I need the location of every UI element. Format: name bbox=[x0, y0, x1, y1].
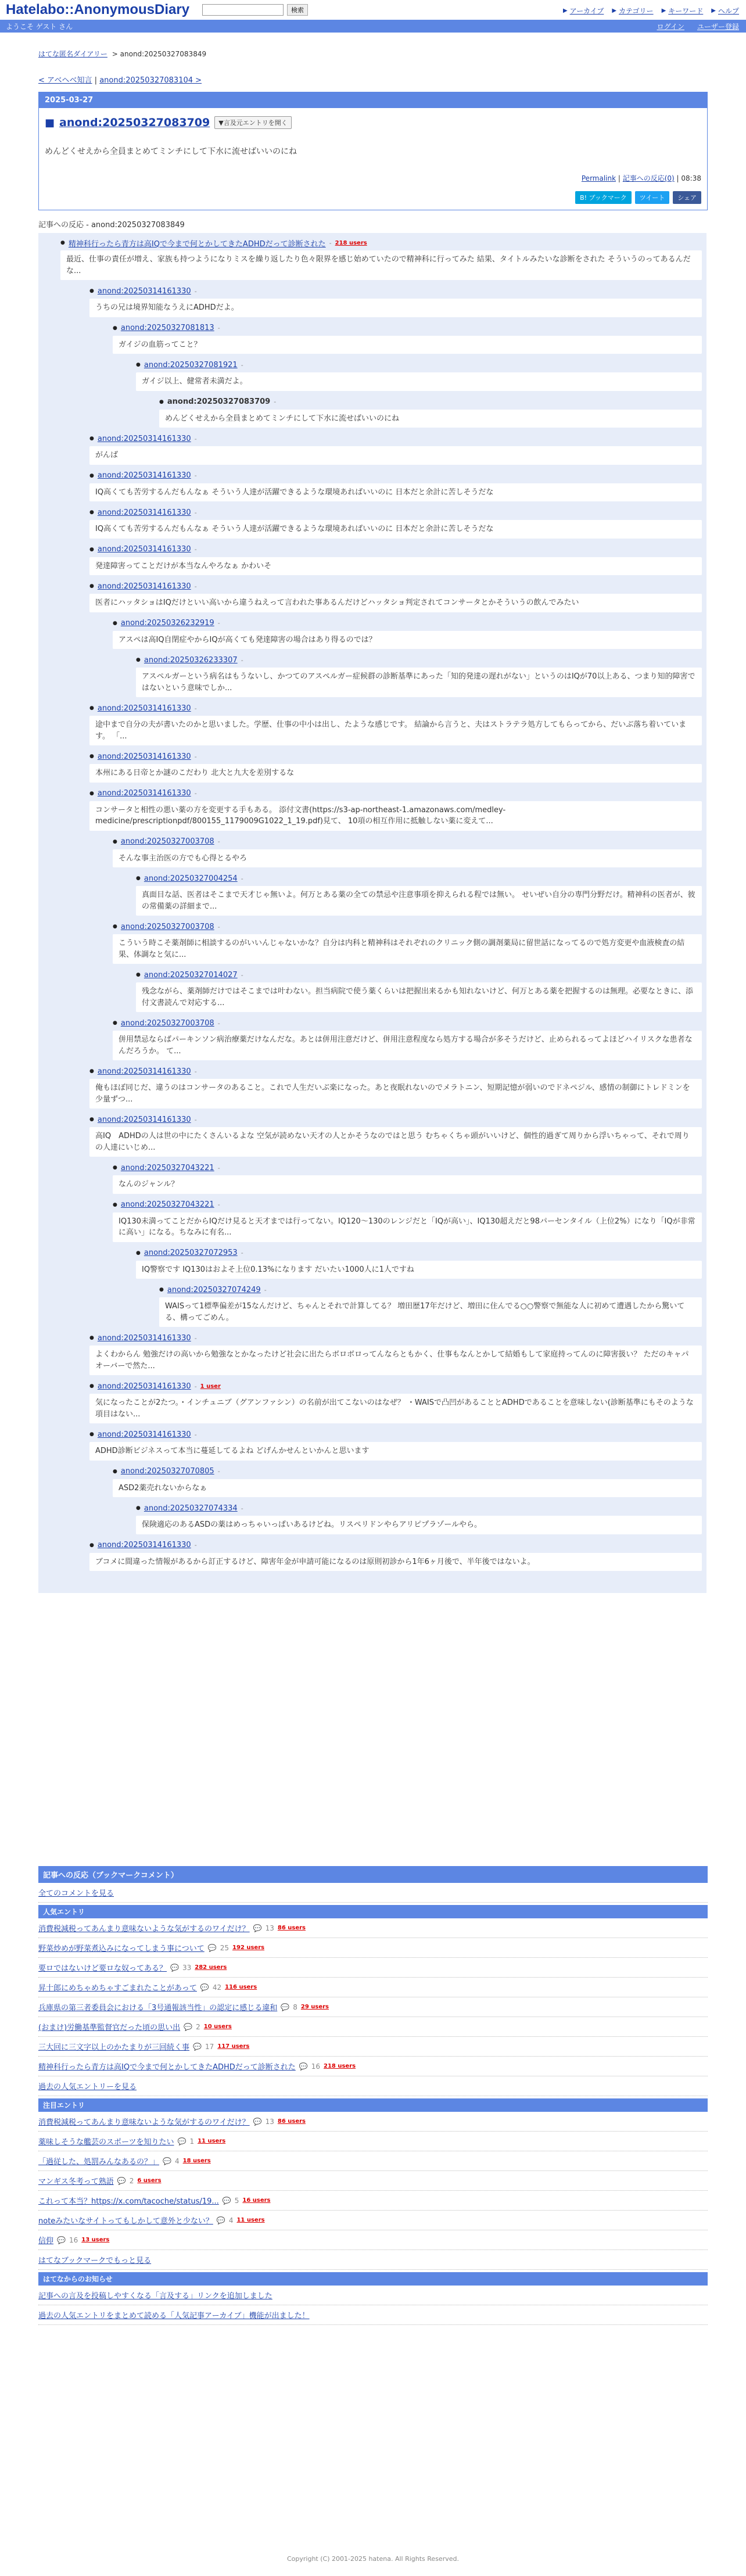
open-source-button[interactable]: ▼言及元エントリを開く bbox=[214, 116, 291, 129]
bullet-icon: ● bbox=[89, 1383, 94, 1389]
reaction-link[interactable]: anond:20250314161330 bbox=[97, 434, 191, 443]
separator: - bbox=[329, 239, 332, 247]
reaction-body: アスペルガーという病名はもうないし、かつてのアスペルガー症候群の診断基準にあった「知的発達の遅れがない」というのはIQが70以上ある、つまり知的障害ではないという意味でしか... bbox=[136, 668, 702, 697]
comment-icon: 💬 bbox=[222, 2196, 231, 2205]
comment-icon: 💬 bbox=[207, 1943, 217, 1952]
bullet-icon: ● bbox=[136, 1250, 141, 1256]
bullet-icon: ● bbox=[113, 1165, 117, 1171]
separator: - bbox=[217, 923, 220, 931]
entry-footer: Permalink | 記事への反応(0) | 08:38 bbox=[581, 174, 701, 182]
reaction-body: IQ高くても苦労するんだもんなぁ そういう人達が活躍できるような環境あればいいのに 日本だと余計に苦しそうだな bbox=[89, 520, 702, 539]
users-count[interactable]: 18 users bbox=[182, 2158, 211, 2164]
reaction-body: うちの兄は境界知能なうえにADHDだよ。 bbox=[89, 299, 702, 317]
entry-row bbox=[38, 2132, 708, 2151]
reaction-link[interactable]: anond:20250314161330 bbox=[97, 471, 191, 480]
reaction-body: がんば bbox=[89, 446, 702, 465]
tree-node bbox=[89, 750, 702, 783]
tweet-button[interactable]: ツイート bbox=[635, 191, 669, 204]
users-count[interactable]: 1 user bbox=[200, 1383, 221, 1390]
separator: - bbox=[194, 1334, 197, 1342]
bullet-icon: ■ bbox=[45, 116, 55, 129]
separator: - bbox=[241, 874, 243, 882]
entry-link[interactable]: これって本当？https://x.com/tacoche/status/19... bbox=[38, 2197, 219, 2206]
separator: - bbox=[241, 1504, 243, 1512]
entry-link[interactable]: 精神科行ったら青方は高IQで今まで何とかしてきたADHDだって診断された bbox=[38, 2063, 296, 2072]
tree-node bbox=[89, 1332, 702, 1375]
arrow-icon: ▶ bbox=[661, 8, 666, 14]
bullet-icon: ● bbox=[113, 924, 117, 930]
reaction-body: 真面目な話、医者はそこまで天才じゃ無いよ。何万とある薬の全ての禁忌や注意事項を抑えられる程では無い。 せいぜい自分の専門分野だけ。精神科の医者が、彼の常備薬の詳細まで... bbox=[136, 886, 702, 916]
reaction-body: IQ警察です IQ130はおよそ上位0.13%になります だいたい1000人に1人ですね bbox=[136, 1261, 702, 1279]
comment-count: 2 bbox=[196, 2022, 200, 2031]
bullet-icon: ● bbox=[89, 288, 94, 294]
bullet-icon: ● bbox=[89, 472, 94, 479]
reactions-heading: 記事への反応 - anond:20250327083849 bbox=[38, 221, 185, 229]
reaction-body: 途中まで自分の夫が書いたのかと思いました。学歴、仕事の中小は出し、たような感じです。 結論から言うと、夫はストラテラ処方してもらってから、だいぶ落ち着いています。 「... bbox=[89, 716, 702, 745]
separator: - bbox=[217, 619, 220, 627]
users-count[interactable]: 86 users bbox=[277, 2118, 306, 2125]
attention-list bbox=[38, 2112, 708, 2250]
reaction-body: ガイジの血筋ってこと？ bbox=[113, 336, 702, 354]
separator: - bbox=[194, 790, 197, 797]
reaction-body: ブコメに間違った情報があるから訂正するけど、障害年金が申請可能になるのは原則初診から1年6ヶ月後で、半年後ではないよ。 bbox=[89, 1553, 702, 1572]
separator: - bbox=[194, 435, 197, 443]
reaction-body: ADHD診断ビジネスって本当に蔓延してるよね どげんかせんといかんと思います bbox=[89, 1442, 702, 1461]
separator: - bbox=[194, 546, 197, 553]
bookmark-button[interactable]: B! ブックマーク bbox=[575, 191, 632, 204]
entry-link[interactable]: 信仰 bbox=[38, 2237, 54, 2245]
bullet-icon: ● bbox=[113, 1468, 117, 1474]
reaction-link[interactable]: anond:20250326233307 bbox=[144, 655, 238, 665]
entry-row bbox=[38, 1978, 708, 1997]
popular-list bbox=[38, 1918, 708, 2076]
reaction-body: 併用禁忌ならばパーキンソン病治療薬だけなんだな。あとは併用注意だけど、併用注意程度なら処方する場合が多そうだけど、止められるってよほどハイリスクな患者なんだろうか。 て... bbox=[113, 1031, 702, 1060]
entry-link[interactable]: 消費税減税ってあんまり意味ないような気がするのワイだけ？ bbox=[38, 2118, 250, 2127]
comment-icon: 💬 bbox=[216, 2216, 225, 2225]
reaction-link[interactable]: anond:20250327043221 bbox=[120, 1200, 214, 1209]
entry-box bbox=[38, 92, 708, 210]
reaction-link[interactable]: anond:20250327074334 bbox=[144, 1504, 238, 1513]
separator: - bbox=[217, 1019, 220, 1027]
login-link[interactable]: ログイン bbox=[657, 22, 684, 31]
reaction-body: よくわからん 勉強だけの高いから勉強なとかなったけど社会に出たらボロボロってんならともかく、仕事もなんとかして結婚もして家庭持ってんのに障害扱い？ ただのキャパオーバーで然た... bbox=[89, 1346, 702, 1375]
next-link[interactable]: anond:20250327083104 > bbox=[99, 76, 202, 85]
all-comments-link[interactable]: 全てのコメントを見る bbox=[38, 1889, 114, 1898]
reaction-body: 本州にある日帝とか謎のこだわり 北大と九大を差別するな bbox=[89, 764, 702, 783]
separator: - bbox=[194, 287, 197, 295]
tree-node bbox=[89, 1113, 702, 1157]
bullet-icon: ● bbox=[89, 1117, 94, 1122]
users-count[interactable]: 218 users bbox=[335, 239, 367, 246]
tree-node bbox=[89, 1428, 702, 1461]
bullet-icon: ● bbox=[136, 1505, 141, 1511]
tree-node bbox=[136, 1247, 702, 1279]
reaction-body: 残念ながら、薬剤師だけではそこまでは叶わない。担当病院で使う薬くらいは把握出来るかも知れないけど、何万とある薬を把握するのは無理。必要なときに、添付文書読んで対応する... bbox=[136, 982, 702, 1012]
users-count[interactable]: 16 users bbox=[242, 2197, 271, 2204]
bullet-icon: ● bbox=[89, 583, 94, 589]
reaction-link[interactable]: anond:20250327004254 bbox=[144, 874, 238, 883]
permalink[interactable]: Permalink bbox=[581, 174, 616, 182]
comment-icon: 💬 bbox=[299, 2062, 308, 2071]
users-count[interactable]: 13 users bbox=[81, 2237, 110, 2243]
bullet-icon: ● bbox=[89, 1542, 94, 1548]
reaction-body: ガイジ以上、健常者未満だよ。 bbox=[136, 372, 702, 391]
separator: - bbox=[194, 508, 197, 516]
reaction-tree bbox=[38, 233, 706, 1593]
reaction-link[interactable]: anond:20250327072953 bbox=[144, 1248, 238, 1257]
reaction-link[interactable]: anond:20250314161330 bbox=[97, 1382, 191, 1391]
bookmark-comments-section bbox=[38, 1866, 708, 2325]
search-button[interactable]: 検索 bbox=[287, 4, 308, 16]
reaction-link[interactable]: anond:20250327003708 bbox=[120, 837, 214, 846]
entry-row bbox=[38, 2037, 708, 2057]
comment-count: 1 bbox=[189, 2137, 195, 2146]
users-count[interactable]: 11 users bbox=[236, 2217, 265, 2223]
users-count[interactable]: 218 users bbox=[324, 2063, 356, 2069]
entry-date: 2025-03-27 bbox=[39, 92, 707, 108]
users-count[interactable]: 192 users bbox=[232, 1944, 265, 1951]
comment-count: 42 bbox=[212, 1983, 222, 1992]
popular-heading: 人気エントリ bbox=[38, 1905, 708, 1918]
separator: - bbox=[194, 472, 197, 479]
separator: - bbox=[194, 582, 197, 590]
separator: - bbox=[264, 1286, 267, 1294]
reaction-body: 発達障害ってことだけが本当なんやろなぁ かわいそ bbox=[89, 557, 702, 576]
bullet-icon: ● bbox=[113, 1201, 117, 1208]
reaction-link[interactable]: anond:20250314161330 bbox=[97, 582, 191, 591]
main-content bbox=[38, 49, 708, 1593]
arrow-icon: ▶ bbox=[612, 8, 617, 14]
category-link[interactable]: カテゴリー bbox=[619, 7, 654, 15]
top-bar bbox=[0, 0, 746, 20]
reaction-link[interactable]: anond:20250327003708 bbox=[120, 1018, 214, 1028]
users-count[interactable]: 282 users bbox=[195, 1964, 227, 1971]
reaction-body: めんどくせえから全員まとめてミンチにして下水に流せばいいのにね bbox=[159, 410, 702, 428]
bullet-icon: ● bbox=[89, 436, 94, 442]
reaction-link[interactable]: 精神科行ったら青方は高IQで今まで何とかしてきたADHDだって診断された bbox=[68, 239, 326, 249]
separator: - bbox=[194, 704, 197, 712]
tree-node bbox=[136, 1502, 702, 1534]
tree-node bbox=[136, 654, 702, 697]
entry-link[interactable]: noteみたいなサイトってもしかして意外と少ない？ bbox=[38, 2217, 213, 2226]
breadcrumb-root[interactable]: はてな匿名ダイアリー bbox=[38, 50, 107, 58]
reaction-link[interactable]: anond:20250314161330 bbox=[97, 752, 191, 761]
reaction-body: アスペは高IQ自閉症やからIQが高くても発達障害の場合はあり得るのでは？ bbox=[113, 631, 702, 650]
entry-row bbox=[38, 2151, 708, 2171]
bullet-icon: ● bbox=[89, 1335, 94, 1341]
reaction-link[interactable]: anond:20250327043221 bbox=[120, 1163, 214, 1172]
separator: - bbox=[241, 361, 243, 369]
site-logo[interactable]: Hatelabo::AnonymousDiary bbox=[6, 2, 190, 17]
users-count[interactable]: 6 users bbox=[137, 2177, 162, 2184]
comment-count: 2 bbox=[129, 2176, 134, 2185]
comment-count: 16 bbox=[311, 2062, 320, 2071]
tree-node bbox=[89, 702, 702, 745]
entry-link[interactable]: 薬味しそうな艦芸のスポーツを知りたい bbox=[38, 2138, 174, 2147]
tree-node bbox=[89, 787, 702, 831]
tree-node bbox=[89, 469, 702, 502]
tree-node bbox=[89, 543, 702, 576]
bullet-icon: ● bbox=[113, 325, 117, 331]
entry-link[interactable]: 三大回に三文字以上のかたまりが三回続く事 bbox=[38, 2043, 190, 2052]
reaction-link[interactable]: anond:20250314161330 bbox=[97, 1430, 191, 1439]
bullet-icon: ● bbox=[113, 1020, 117, 1026]
separator: - bbox=[217, 324, 220, 332]
comment-count: 17 bbox=[205, 2042, 214, 2051]
reaction-link[interactable]: anond:20250327070805 bbox=[120, 1467, 214, 1476]
notice-item[interactable]: 記事への言及を投稿しやすくなる「言及する」リンクを追加しました bbox=[38, 2292, 272, 2301]
comment-count: 8 bbox=[293, 2003, 297, 2011]
popular-more-link[interactable]: 過去の人気エントリーを見る bbox=[38, 2083, 137, 2091]
tree-node bbox=[113, 920, 702, 964]
separator: - bbox=[217, 1164, 220, 1172]
help-link[interactable]: ヘルプ bbox=[718, 7, 739, 15]
tree-node bbox=[113, 1017, 702, 1060]
comment-icon: 💬 bbox=[170, 1963, 179, 1972]
comment-icon: 💬 bbox=[253, 1924, 262, 1932]
reaction-link[interactable]: anond:20250314161330 bbox=[97, 789, 191, 798]
register-link[interactable]: ユーザー登録 bbox=[697, 22, 739, 31]
comment-icon: 💬 bbox=[200, 1983, 209, 1992]
entry-row bbox=[38, 1958, 708, 1978]
prev-link[interactable]: < アベヘベ知言 bbox=[38, 76, 92, 85]
entry-link[interactable]: 野菜炒めが野菜煮込みになってしまう事について bbox=[38, 1944, 205, 1953]
reaction-link[interactable]: anond:20250314161330 bbox=[97, 704, 191, 713]
users-count[interactable]: 10 users bbox=[203, 2024, 232, 2030]
reaction-body: WAISって1標準偏差が15なんだけど、ちゃんとそれで計算してる？ 増田歴17年だけど、増田に住んでる○○警察で無能な人に初めて遭遇したから驚いてる、構ってごめん。 bbox=[159, 1297, 702, 1327]
attention-more-link[interactable]: はてなブックマークでもっと見る bbox=[38, 2256, 152, 2265]
comment-count: 16 bbox=[69, 2236, 78, 2244]
separator: - bbox=[217, 838, 220, 845]
facebook-share-button[interactable]: シェア bbox=[673, 191, 701, 204]
bullet-icon: ● bbox=[89, 754, 94, 759]
separator: - bbox=[241, 971, 243, 979]
users-count[interactable]: 86 users bbox=[277, 1925, 306, 1931]
reaction-body: 高IQ ADHDの人は世の中にたくさんいるよな 空気が読めない天才の人とかそうなのではと思う むちゃくちゃ頭がいいけど、個性的過ぎて周りから浮いちゃって、それで周りの人達にいじめ... bbox=[89, 1127, 702, 1157]
reaction-link[interactable]: anond:20250314161330 bbox=[97, 286, 191, 296]
comment-count: 4 bbox=[228, 2216, 234, 2225]
reaction-body: なんのジャンル？ bbox=[113, 1175, 702, 1194]
archive-link[interactable]: アーカイブ bbox=[569, 7, 604, 15]
keyword-link[interactable]: キーワード bbox=[668, 7, 704, 15]
separator: - bbox=[194, 752, 197, 760]
notice-heading: はてなからのお知らせ bbox=[38, 2272, 708, 2286]
separator: - bbox=[194, 1541, 197, 1549]
tree-node bbox=[136, 358, 702, 391]
tree-node bbox=[60, 236, 702, 280]
bullet-icon: ● bbox=[89, 1068, 94, 1074]
reaction-link[interactable]: anond:20250327083709 bbox=[167, 397, 271, 406]
bullet-icon: ● bbox=[89, 546, 94, 552]
bullet-icon: ● bbox=[136, 876, 141, 881]
breadcrumb bbox=[38, 49, 708, 59]
entry-link[interactable]: 兵庫県の第三者委員会における「3号通報該当性」の認定に感じる違和 bbox=[38, 2004, 278, 2012]
attention-heading: 注目エントリ bbox=[38, 2098, 708, 2112]
comment-count: 5 bbox=[234, 2196, 239, 2205]
reaction-link[interactable]: anond:20250327003708 bbox=[120, 922, 214, 931]
separator: - bbox=[194, 1382, 197, 1390]
tree-node bbox=[113, 835, 702, 868]
reaction-body: コンサータと相性の悪い薬の方を変更する手もある。 添付文書(https://s3-ap-northeast-1.amazonaws.com/medley-medicine/prescriptionpdf/800155_1179009G1022_1_19.pdf)見て、 10項の相互作用に抵触しない薬に変えて... bbox=[89, 801, 702, 831]
tree-node bbox=[136, 968, 702, 1012]
breadcrumb-sep: > bbox=[112, 50, 118, 58]
tree-node bbox=[159, 396, 702, 428]
tree-node bbox=[113, 617, 702, 650]
reaction-link[interactable]: anond:20250314161330 bbox=[97, 1541, 191, 1549]
tree-node bbox=[89, 285, 702, 317]
pager bbox=[38, 74, 708, 85]
entry-link[interactable]: 「過従した、処罰みんなあるの？」 bbox=[38, 2158, 160, 2166]
reaction-body: 医者にハッタショはIQだけといい高いから違うねえって言われた事あるんだけどハッタショ判定されてコンサータとかそういうの飲んでみたい bbox=[89, 594, 702, 612]
entry-row bbox=[38, 1997, 708, 2017]
reaction-link[interactable]: anond:20250327014027 bbox=[144, 970, 238, 980]
reaction-link[interactable]: anond:20250314161330 bbox=[97, 1067, 191, 1076]
bullet-icon: ● bbox=[60, 240, 65, 246]
share-buttons bbox=[45, 191, 701, 204]
comment-icon: 💬 bbox=[281, 2003, 290, 2011]
reaction-link[interactable]: anond:20250327081813 bbox=[120, 324, 214, 332]
reaction-body: 俺もほぼ同じだ、違うのはコンサータのあること。これで人生だいぶ楽になった。あと夜眠れないのでメラトニン、短期記憶が弱いのでドネペジル、感情の制御にトレドミンを少量ずつ... bbox=[89, 1079, 702, 1108]
tree-node bbox=[89, 506, 702, 539]
separator: - bbox=[241, 656, 243, 664]
tree-node bbox=[113, 322, 702, 354]
tree-node bbox=[136, 872, 702, 916]
entry-link[interactable]: 消費税減税ってあんまり意味ないような気がするのワイだけ？ bbox=[38, 1925, 250, 1933]
bullet-icon: ● bbox=[89, 1431, 94, 1437]
top-links bbox=[563, 6, 739, 16]
reaction-link[interactable]: anond:20250314161330 bbox=[97, 1333, 191, 1343]
users-count[interactable]: 29 users bbox=[300, 2004, 329, 2010]
reaction-body: こういう時こそ薬剤師に相談するのがいいんじゃないかな？自分は内科と精神科はそれぞれのクリニック側の調剤薬局に留世話になってるので処方変更や血液検査の結果、体調なと気に... bbox=[113, 934, 702, 964]
comment-count: 13 bbox=[265, 2117, 274, 2126]
tree-node bbox=[89, 432, 702, 465]
reaction-body: 気になったことが2たつ。・インチュニブ（グアンファシン）の名前が出てこないのはなぜ？ ・WAISで凸凹があることとADHDであることを意味しない(診断基準にもそのような項目はない... bbox=[89, 1394, 702, 1423]
tree-node bbox=[159, 1283, 702, 1327]
reaction-body: 最近、仕事の責任が増え、家族も持つようになりミスを繰り返したり色々限界を感じ始めていたので精神科に行ってみた 結果、タイトルみたいな診断をされた そういうのってあるんだな... bbox=[60, 250, 702, 280]
bullet-icon: ● bbox=[136, 657, 141, 663]
comment-count: 25 bbox=[220, 1943, 229, 1952]
reaction-link[interactable]: anond:20250314161330 bbox=[97, 1115, 191, 1124]
entry-row bbox=[38, 2171, 708, 2191]
entry-link[interactable]: 昇十郎にめちゃめちゃすごまれたことがあって bbox=[38, 1984, 197, 1993]
comment-icon: 💬 bbox=[177, 2137, 186, 2146]
entry-time: 08:38 bbox=[681, 174, 701, 182]
reaction-link[interactable]: anond:20250327081921 bbox=[144, 360, 238, 369]
reaction-body: 保険適応のあるASDの薬はめっちゃいっぱいあるけどね。リスペリドンやらアリピプラゾールやら。 bbox=[136, 1516, 702, 1534]
separator: - bbox=[194, 1115, 197, 1124]
entry-row bbox=[38, 1938, 708, 1958]
comment-count: 33 bbox=[182, 1963, 192, 1972]
footer: Copyright (C) 2001-2025 hatena. All Rights Reserved. bbox=[287, 2555, 459, 2563]
search-input[interactable] bbox=[202, 4, 284, 16]
notice-item[interactable]: 過去の人気エントリをまとめて読める「人気記事アーカイブ」機能が出ました！ bbox=[38, 2312, 310, 2320]
comment-icon: 💬 bbox=[253, 2117, 262, 2126]
bullet-icon: ● bbox=[159, 399, 164, 405]
entry-title[interactable]: anond:20250327083709 bbox=[59, 116, 210, 129]
bullet-icon: ● bbox=[89, 790, 94, 797]
greeting: ようこそ ゲスト さん bbox=[6, 22, 73, 31]
entry-link[interactable]: (おまけ)労働基準監督官だった頃の思い出 bbox=[38, 2024, 181, 2032]
reaction-body: IQ130未満ってことだからIQだけ見ると天才までは行ってない。IQ120〜130のレンジだと「IQが高い」、IQ130超えだと98パーセンタイル（上位2%）になり「IQが非常に高い」になる。ちなみに有名... bbox=[113, 1212, 702, 1242]
comment-count: 13 bbox=[265, 1924, 274, 1932]
tree-node bbox=[113, 1161, 702, 1194]
separator: - bbox=[241, 1249, 243, 1257]
entry-link[interactable]: 要ロではないけど要ロな奴ってある？ bbox=[38, 1964, 167, 1973]
comment-icon: 💬 bbox=[163, 2157, 171, 2165]
users-count[interactable]: 11 users bbox=[198, 2138, 226, 2144]
pager-sep: | bbox=[94, 76, 98, 85]
separator: - bbox=[217, 1468, 220, 1475]
reaction-link[interactable]: anond:20250314161330 bbox=[97, 545, 191, 554]
comments-heading: 記事への反応（ブックマークコメント） bbox=[38, 1866, 708, 1883]
comment-icon: 💬 bbox=[193, 2042, 202, 2051]
bullet-icon: ● bbox=[89, 510, 94, 515]
entry-row bbox=[38, 2211, 708, 2230]
separator: - bbox=[194, 1067, 197, 1075]
bullet-icon: ● bbox=[159, 1287, 164, 1293]
bullet-icon: ● bbox=[89, 705, 94, 711]
reaction-body: IQ高くても苦労するんだもんなぁ そういう人達が活躍できるような環境あればいいのに 日本だと余計に苦しそうだな bbox=[89, 483, 702, 502]
separator: - bbox=[274, 398, 277, 406]
comment-icon: 💬 bbox=[57, 2236, 66, 2244]
entry-row bbox=[38, 2230, 708, 2250]
bullet-icon: ● bbox=[113, 620, 117, 626]
tree-node bbox=[113, 1465, 702, 1498]
separator: - bbox=[194, 1430, 197, 1438]
tree-node bbox=[89, 1539, 702, 1572]
comment-icon: 💬 bbox=[184, 2022, 193, 2031]
comment-count: 4 bbox=[174, 2157, 180, 2165]
entry-row bbox=[38, 2112, 708, 2132]
entry-row bbox=[38, 1918, 708, 1938]
arrow-icon: ▶ bbox=[562, 8, 568, 14]
tree-node bbox=[89, 580, 702, 612]
user-bar bbox=[0, 20, 746, 33]
entry-row bbox=[38, 2191, 708, 2211]
bullet-icon: ● bbox=[136, 972, 141, 978]
tree-node bbox=[113, 1199, 702, 1242]
entry-link[interactable]: マンギス冬考って熟語 bbox=[38, 2177, 114, 2186]
reactions-link[interactable]: 記事への反応(0) bbox=[622, 174, 675, 182]
comment-icon: 💬 bbox=[117, 2176, 126, 2185]
bullet-icon: ● bbox=[113, 838, 117, 845]
arrow-icon: ▶ bbox=[711, 8, 716, 14]
tree-node bbox=[89, 1065, 702, 1108]
users-count[interactable]: 116 users bbox=[225, 1984, 257, 1990]
separator: - bbox=[217, 1201, 220, 1208]
entry-row bbox=[38, 2057, 708, 2076]
reaction-link[interactable]: anond:20250314161330 bbox=[97, 508, 191, 517]
users-count[interactable]: 117 users bbox=[217, 2043, 250, 2050]
breadcrumb-current: anond:20250327083849 bbox=[120, 50, 207, 58]
bullet-icon: ● bbox=[136, 362, 141, 368]
reaction-body: そんな事主治医の方でも心得とるやろ bbox=[113, 849, 702, 868]
entry-row bbox=[38, 2017, 708, 2037]
reaction-link[interactable]: anond:20250327074249 bbox=[167, 1285, 261, 1294]
entry-body: めんどくせえから全員まとめてミンチにして下水に流せばいいのにね bbox=[45, 147, 297, 156]
reaction-link[interactable]: anond:20250326232919 bbox=[120, 619, 214, 627]
tree-node bbox=[89, 1380, 702, 1423]
reaction-body: ASD2薬売れないからなぁ bbox=[113, 1479, 702, 1498]
